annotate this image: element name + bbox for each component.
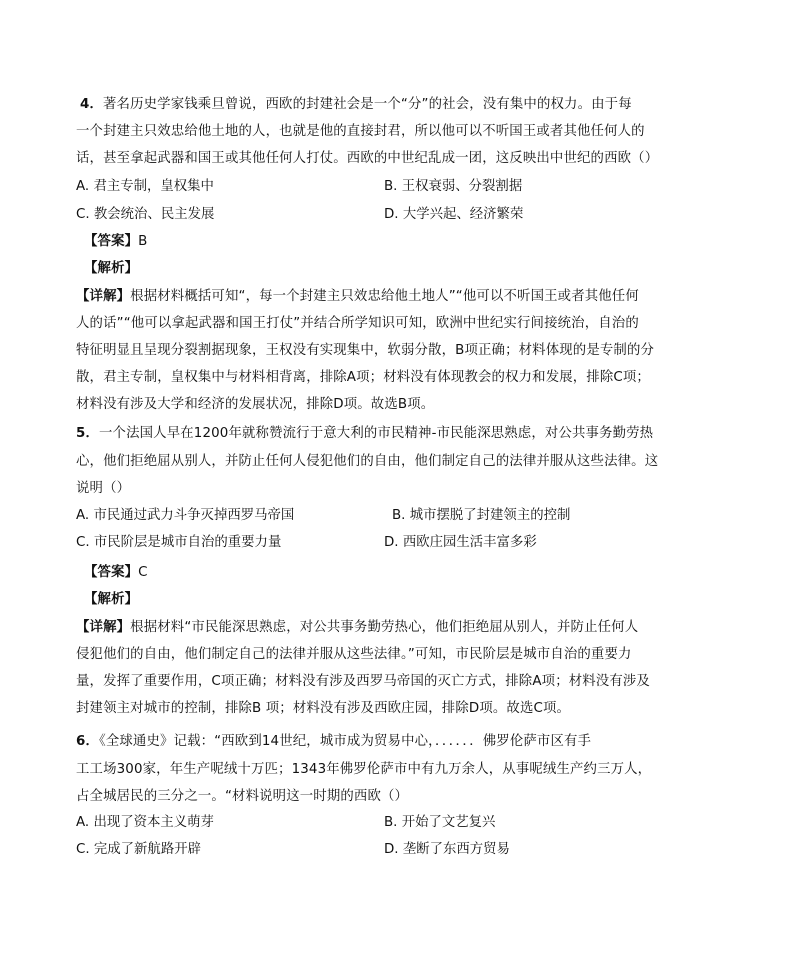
q4-option-a: A. 君主专制，皇权集中 <box>76 179 214 194</box>
q5-answer <box>84 563 148 583</box>
q5-detail-line-3: 量，发挥了重要作用，C项正确；材料没有涉及西罗马帝国的灭亡方式，排除A项；材料没有涉及 <box>76 674 650 689</box>
q5-detail-line-4: 封建领主对城市的控制，排除B 项；材料没有涉及西欧庄园，排除D项。故选C项。 <box>76 701 571 716</box>
q5-option-b: B. 城市摆脱了封建领主的控制 <box>392 508 571 523</box>
q5-detail-text-1: 根据材料“市民能深思熟虑，对公共事务勤劳热心，他们拒绝屈从别人，并防止任何人 <box>130 620 639 635</box>
q4-analysis-label: 【解析】 <box>84 261 139 276</box>
q5-analysis-tag <box>84 590 138 610</box>
q4-detail-line-4: 散，君主专制，皇权集中与材料相背离，排除A项；材料没有体现教会的权力和发展，排除C项； <box>76 370 650 385</box>
q4-detail-line-1 <box>76 287 639 307</box>
q5-answer-tag: 【答案】 <box>84 565 139 580</box>
q5-line-1 <box>76 424 653 444</box>
q4-detail-line-5: 材料没有涉及大学和经济的发展状况，排除D项。故选B项。 <box>76 397 435 412</box>
q5-number: 5． <box>76 426 100 441</box>
q4-detail-line-2: 人的话”“他可以拿起武器和国王打仗”并结合所学知识可知，欧洲中世纪实行间接统治，自治的 <box>76 316 639 331</box>
q4-line-1 <box>80 95 632 115</box>
q4-answer-value: B <box>138 234 148 249</box>
q4-detail-line-3: 特征明显且呈现分裂割据现象，王权没有实现集中，软弱分散，B项正确；材料体现的是专制的分 <box>76 343 655 358</box>
q5-line-2: 心，他们拒绝屈从别人，并防止任何人侵犯他们的自由，他们制定自己的法律并服从这些法律。这 <box>76 454 659 469</box>
q4-option-c: C. 教会统治、民主发展 <box>76 207 215 222</box>
q4-detail-tag: 【详解】 <box>76 289 131 304</box>
q4-stem-1: 著名历史学家钱乘旦曾说，西欧的封建社会是一个“分”的社会，没有集中的权力。由于每 <box>103 97 632 112</box>
q4-option-b: B. 王权衰弱、分裂割据 <box>384 179 523 194</box>
q5-stem-1: 一个法国人早在1200年就称赞流行于意大利的市民精神-市民能深思熟虑，对公共事务勤劳热 <box>99 426 654 441</box>
q4-line-2: 一个封建主只效忠给他土地的人，也就是他的直接封君，所以他可以不听国王或者其他任何人的 <box>76 124 645 139</box>
q6-line-1 <box>76 732 591 752</box>
q6-number: 6． <box>76 734 100 749</box>
q6-option-b: B. 开始了文艺复兴 <box>384 815 496 830</box>
q6-option-a: A. 出现了资本主义萌芽 <box>76 815 214 830</box>
q5-analysis-label: 【解析】 <box>84 592 139 607</box>
q5-option-c: C. 市民阶层是城市自治的重要力量 <box>76 535 282 550</box>
q5-line-3: 说明（） <box>76 481 131 496</box>
q5-detail-line-2: 侵犯他们的自由，他们制定自己的法律并服从这些法律。”可知，市民阶层是城市自治的重要力 <box>76 647 632 662</box>
q6-line-2: 工工场300家，年生产呢绒十万匹；1343年佛罗伦萨市中有九万余人，从事呢绒生产约三万人， <box>76 762 652 777</box>
q6-option-c: C. 完成了新航路开辟 <box>76 842 201 857</box>
q5-detail-tag: 【详解】 <box>76 620 131 635</box>
q4-answer-tag: 【答案】 <box>84 234 139 249</box>
q4-detail-text-1: 根据材料概括可知“，每一个封建主只效忠给他土地人”“他可以不听国王或者其他任何 <box>130 289 639 304</box>
q4-answer <box>84 232 148 252</box>
q4-analysis-tag <box>84 259 138 279</box>
q5-option-a: A. 市民通过武力斗争灭掉西罗马帝国 <box>76 508 295 523</box>
q6-line-3: 占全城居民的三分之一。“材料说明这一时期的西欧（） <box>76 789 409 804</box>
q5-option-d: D. 西欧庄园生活丰富多彩 <box>384 535 537 550</box>
q4-number: 4． <box>80 97 104 112</box>
q4-option-d: D. 大学兴起、经济繁荣 <box>384 207 524 222</box>
q6-stem-1: 《全球通史》记载：“西欧到14世纪，城市成为贸易中心，．．．．．．佛罗伦萨市区有手 <box>99 734 592 749</box>
q4-line-3: 话，甚至拿起武器和国王或其他任何人打仗。西欧的中世纪乱成一团，这反映出中世纪的西欧（） <box>76 151 659 166</box>
q6-option-d: D. 垄断了东西方贸易 <box>384 842 510 857</box>
q5-answer-value: C <box>138 565 148 580</box>
q5-detail-line-1 <box>76 618 638 638</box>
